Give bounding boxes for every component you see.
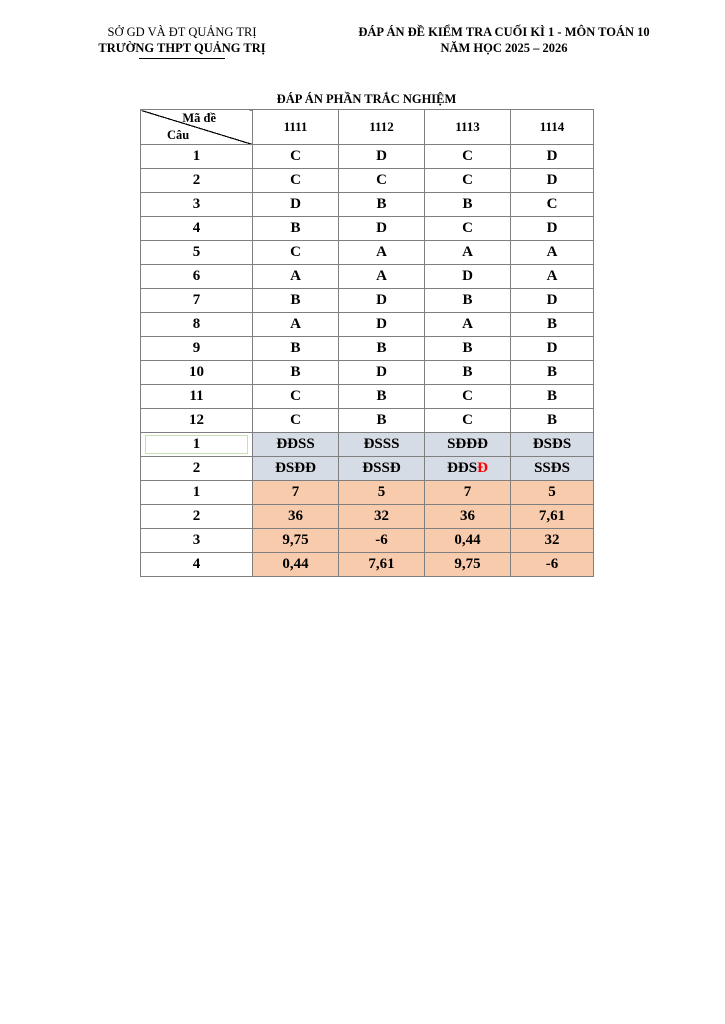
question-label: Câu <box>167 128 190 142</box>
answer-cell: B <box>253 217 339 241</box>
answer-cell: B <box>425 193 511 217</box>
short-answer-cell: -6 <box>339 529 425 553</box>
answer-cell: B <box>425 337 511 361</box>
answer-cell: C <box>425 409 511 433</box>
short-answer-cell: 7,61 <box>339 553 425 577</box>
table-row <box>141 337 594 361</box>
answer-cell: D <box>339 217 425 241</box>
answer-cell: B <box>253 361 339 385</box>
table-row <box>141 193 594 217</box>
answer-cell: B <box>339 409 425 433</box>
table-row <box>141 385 594 409</box>
table-header-row <box>141 110 594 145</box>
answer-cell: C <box>253 145 339 169</box>
short-answer-cell: 32 <box>511 529 594 553</box>
true-false-answer-cell: ĐSSS <box>339 433 425 457</box>
school-name: TRƯỜNG THPT QUẢNG TRỊ <box>98 41 266 55</box>
question-number: 11 <box>141 385 253 409</box>
answer-cell: D <box>511 289 594 313</box>
true-false-answer-cell: ĐSSĐ <box>339 457 425 481</box>
exam-header <box>318 24 690 56</box>
question-number: 8 <box>141 313 253 337</box>
exam-code-header: 1113 <box>425 110 511 145</box>
answer-cell: A <box>511 241 594 265</box>
answer-cell: B <box>425 361 511 385</box>
exam-code-label: Mã đề <box>182 111 216 125</box>
exam-title: ĐÁP ÁN ĐỀ KIỂM TRA CUỐI KÌ 1 - MÔN TOÁN 10 <box>358 25 650 39</box>
table-row <box>141 409 594 433</box>
answer-cell: A <box>253 313 339 337</box>
answer-cell: C <box>253 169 339 193</box>
answer-cell: A <box>339 241 425 265</box>
answer-cell: A <box>511 265 594 289</box>
short-answer-cell: 5 <box>511 481 594 505</box>
short-answer-cell: 9,75 <box>425 553 511 577</box>
question-number: 10 <box>141 361 253 385</box>
answer-cell: D <box>339 289 425 313</box>
exam-code-header: 1112 <box>339 110 425 145</box>
question-number: 12 <box>141 409 253 433</box>
question-number: 9 <box>141 337 253 361</box>
answer-table <box>140 109 594 577</box>
answer-cell: C <box>425 145 511 169</box>
table-row <box>141 481 594 505</box>
answer-cell: B <box>339 337 425 361</box>
school-header <box>72 24 292 59</box>
answer-cell: D <box>511 169 594 193</box>
table-title: ĐÁP ÁN PHẦN TRẮC NGHIỆM <box>276 92 457 106</box>
answer-cell: B <box>339 193 425 217</box>
table-row <box>141 265 594 289</box>
short-answer-cell: 7,61 <box>511 505 594 529</box>
highlighted-answer-letter: Đ <box>477 460 488 476</box>
answer-cell: C <box>425 169 511 193</box>
answer-cell: D <box>253 193 339 217</box>
short-answer-cell: 0,44 <box>253 553 339 577</box>
short-answer-cell: 0,44 <box>425 529 511 553</box>
answer-cell: C <box>253 385 339 409</box>
answer-cell: A <box>425 241 511 265</box>
answer-cell: D <box>339 145 425 169</box>
answer-cell: D <box>511 337 594 361</box>
true-false-answer-cell: ĐSĐĐ <box>253 457 339 481</box>
question-number: 3 <box>141 193 253 217</box>
question-number: 5 <box>141 241 253 265</box>
true-false-answer-cell: SSĐS <box>511 457 594 481</box>
answer-cell: A <box>425 313 511 337</box>
question-number: 2 <box>141 457 253 481</box>
corner-cell <box>141 110 253 145</box>
answer-cell: B <box>511 409 594 433</box>
table-row <box>141 553 594 577</box>
question-number: 7 <box>141 289 253 313</box>
short-answer-cell: 9,75 <box>253 529 339 553</box>
true-false-answer-cell: ĐSĐS <box>511 433 594 457</box>
answer-cell: C <box>253 241 339 265</box>
table-row <box>141 217 594 241</box>
short-answer-cell: 36 <box>253 505 339 529</box>
answer-cell: B <box>511 361 594 385</box>
question-number: 2 <box>141 505 253 529</box>
answer-cell: B <box>253 289 339 313</box>
short-answer-cell: 32 <box>339 505 425 529</box>
selected-cell[interactable]: 1 <box>141 433 253 457</box>
table-row <box>141 313 594 337</box>
short-answer-cell: 7 <box>425 481 511 505</box>
true-false-answer-cell <box>425 457 511 481</box>
table-row <box>141 145 594 169</box>
question-number: 4 <box>141 553 253 577</box>
table-row <box>141 457 594 481</box>
answer-cell: D <box>511 217 594 241</box>
exam-code-header: 1114 <box>511 110 594 145</box>
answer-cell: A <box>339 265 425 289</box>
answer-cell: D <box>339 361 425 385</box>
answer-cell: C <box>425 217 511 241</box>
table-row <box>141 241 594 265</box>
answer-cell: C <box>253 409 339 433</box>
school-year: NĂM HỌC 2025 – 2026 <box>440 41 568 55</box>
table-row <box>141 505 594 529</box>
answer-cell: B <box>339 385 425 409</box>
short-answer-cell: 7 <box>253 481 339 505</box>
part1-rows <box>141 145 594 433</box>
part3-rows <box>141 481 594 577</box>
answer-cell: D <box>425 265 511 289</box>
department-name: SỞ GD VÀ ĐT QUẢNG TRỊ <box>107 25 257 39</box>
question-number: 4 <box>141 217 253 241</box>
answer-cell: B <box>511 313 594 337</box>
answer-cell: C <box>511 193 594 217</box>
answer-cell: D <box>339 313 425 337</box>
true-false-answer-cell: SĐĐĐ <box>425 433 511 457</box>
answer-cell: C <box>339 169 425 193</box>
table-row <box>141 361 594 385</box>
question-number: 1 <box>141 145 253 169</box>
question-number: 6 <box>141 265 253 289</box>
question-number: 2 <box>141 169 253 193</box>
header-underline <box>139 58 225 59</box>
table-row <box>141 529 594 553</box>
table-row <box>141 289 594 313</box>
part2-rows <box>141 433 594 481</box>
short-answer-cell: -6 <box>511 553 594 577</box>
short-answer-cell: 5 <box>339 481 425 505</box>
answer-cell: A <box>253 265 339 289</box>
answer-cell: B <box>425 289 511 313</box>
answer-cell: B <box>511 385 594 409</box>
answer-text: ĐĐS <box>447 460 478 476</box>
short-answer-cell: 36 <box>425 505 511 529</box>
table-row <box>141 169 594 193</box>
exam-code-header: 1111 <box>253 110 339 145</box>
question-number: 3 <box>141 529 253 553</box>
answer-cell: B <box>253 337 339 361</box>
answer-cell: D <box>511 145 594 169</box>
table-row <box>141 433 594 457</box>
question-number: 1 <box>141 481 253 505</box>
true-false-answer-cell: ĐĐSS <box>253 433 339 457</box>
answer-cell: C <box>425 385 511 409</box>
